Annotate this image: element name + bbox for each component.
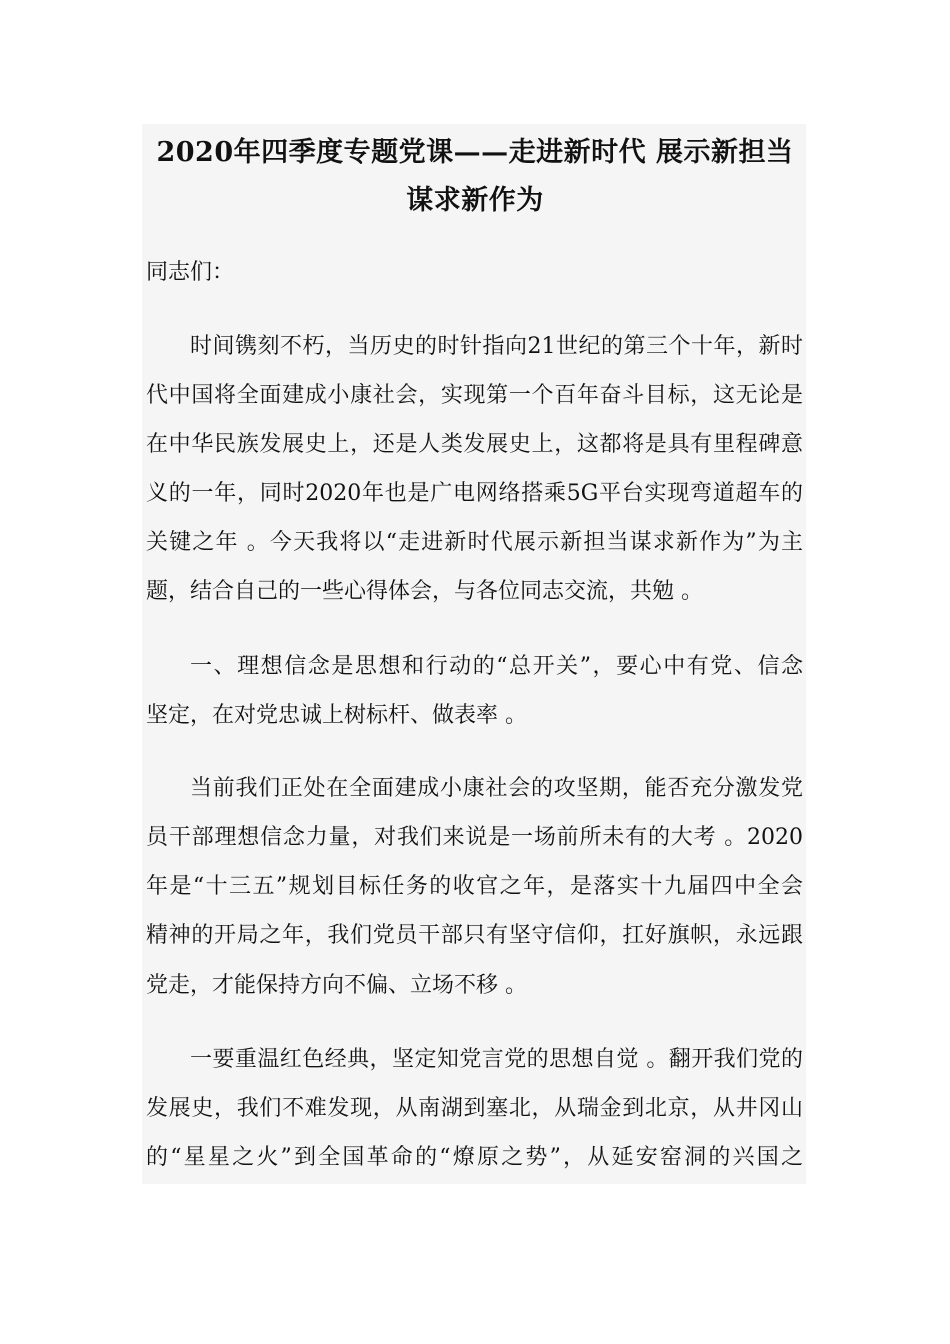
section-heading-line: 一、理想信念是思想和行动的“总开关”，要心中有党、信念 [190,654,803,679]
paragraph-line: 的“星星之火”到全国革命的“燎原之势”，从延安窑洞的兴国之 [146,1145,803,1170]
paragraph-line: 在中华民族发展史上，还是人类发展史上，这都将是具有里程碑意 [146,432,803,457]
salutation: 同志们： [146,260,235,285]
paragraph-line: 当前我们正处在全面建成小康社会的攻坚期，能否充分激发党 [190,776,803,801]
document-title-line-1: 2020年四季度专题党课——走进新时代 展示新担当 [156,137,794,168]
paragraph-line: 一要重温红色经典，坚定知党言党的思想自觉 。翻开我们党的 [190,1047,803,1072]
paragraph-line: 代中国将全面建成小康社会，实现第一个百年奋斗目标，这无论是 [146,383,803,408]
paragraph-line: 发展史，我们不难发现，从南湖到塞北，从瑞金到北京，从井冈山 [146,1096,803,1121]
document-title-line-2: 谋求新作为 [406,185,544,216]
paragraph-line: 关键之年 。今天我将以“走进新时代展示新担当谋求新作为”为主 [146,530,803,555]
paragraph-line: 员干部理想信念力量，对我们来说是一场前所未有的大考 。2020 [146,825,803,850]
paragraph-line: 年是“十三五”规划目标任务的收官之年，是落实十九届四中全会 [146,874,803,899]
section-heading-line: 坚定，在对党忠诚上树标杆、做表率 。 [146,703,527,728]
paragraph-line: 时间镌刻不朽，当历史的时针指向21世纪的第三个十年，新时 [190,334,803,359]
paragraph-line: 义的一年，同时2020年也是广电网络搭乘5G平台实现弯道超车的 [146,481,803,506]
paragraph-line: 精神的开局之年，我们党员干部只有坚守信仰，扛好旗帜，永远跟 [146,923,803,948]
paragraph-line: 题，结合自己的一些心得体会，与各位同志交流，共勉 。 [146,579,703,604]
paragraph-line: 党走，才能保持方向不偏、立场不移 。 [146,973,527,998]
